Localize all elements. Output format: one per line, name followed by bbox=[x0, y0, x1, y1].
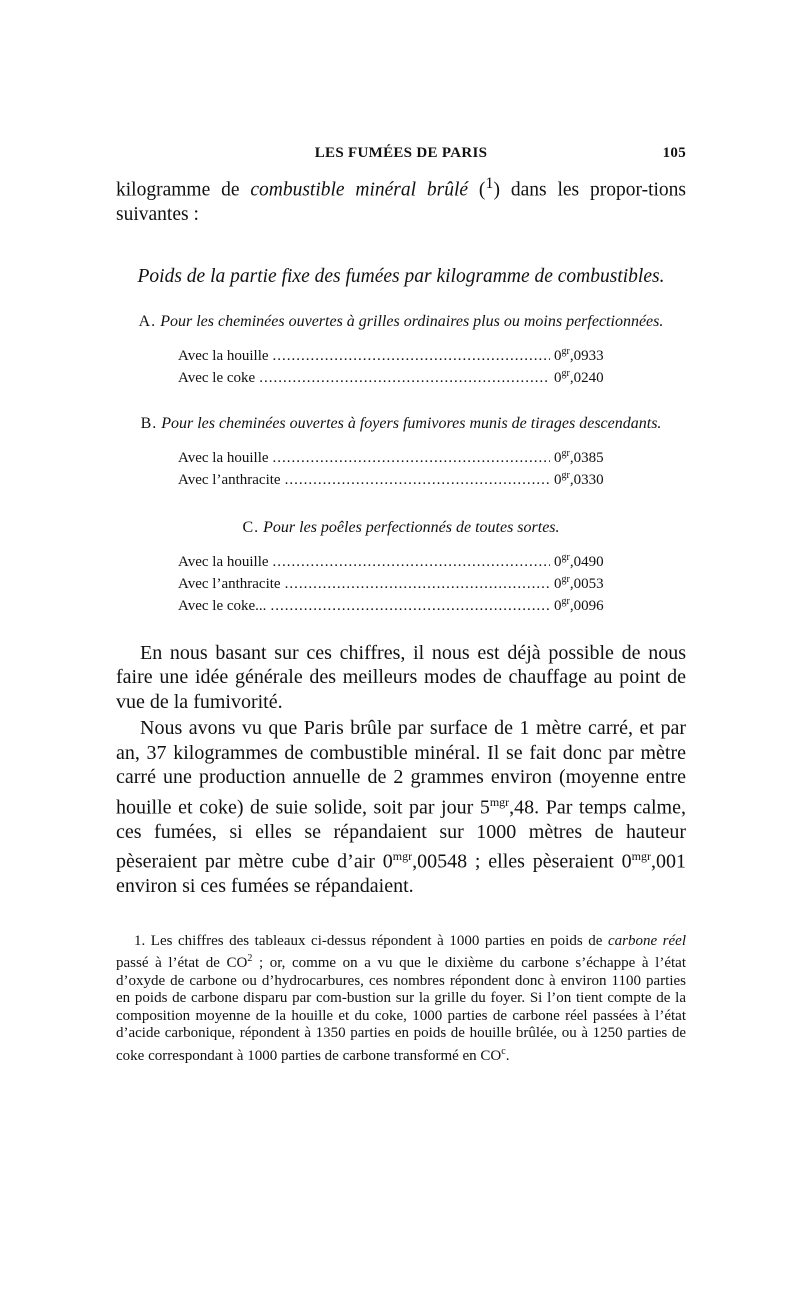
table-c bbox=[116, 549, 686, 615]
table-a bbox=[116, 343, 686, 387]
table-row bbox=[178, 343, 622, 365]
lead-text-3: ) dans les propor-tions suivantes : bbox=[116, 179, 686, 225]
lead-emphasis: combustible minéral brûlé bbox=[250, 179, 469, 201]
leader-dots bbox=[285, 471, 550, 489]
footnote-mark: 1. bbox=[134, 932, 146, 949]
lead-paragraph bbox=[116, 171, 686, 228]
row-label: Avec la houille bbox=[178, 449, 269, 466]
lead-text-2: ( bbox=[468, 179, 486, 201]
leader-dots bbox=[285, 575, 550, 593]
row-value: $0^{gr},0330$ bbox=[554, 469, 604, 488]
lead-text-1: kilogramme de bbox=[116, 179, 251, 201]
page-number: 105 bbox=[662, 145, 686, 161]
table-row bbox=[178, 571, 622, 593]
leader-dots bbox=[273, 449, 550, 467]
row-label: Avec le coke bbox=[178, 369, 256, 386]
row-value: $0^{gr},0933$ bbox=[554, 345, 604, 364]
table-row bbox=[178, 549, 622, 571]
leader-dots bbox=[273, 347, 550, 365]
body-text bbox=[116, 641, 686, 899]
table-row bbox=[178, 365, 622, 387]
table-row bbox=[178, 445, 622, 467]
running-header bbox=[116, 145, 686, 167]
table-b bbox=[116, 445, 686, 489]
leader-dots bbox=[259, 369, 550, 387]
row-value: $0^{gr},0053$ bbox=[554, 573, 604, 592]
subsection-text: Pour les cheminées ouvertes à foyers fumivores munis de tirages descendants. bbox=[161, 414, 662, 432]
subsection-title-c bbox=[116, 517, 686, 539]
subsection-title-b bbox=[116, 413, 686, 435]
footnote: 1. Les chiffres des tableaux ci-dessus répondent à 1000 parties en poids de carbone réel passé à l’état de $CO^2$ ; or, comme on a vu que le dixième du carbone s’échappe à l’état d’oxyde de carbone ou d’hydrocarbures, ces nombres répondent donc à environ 1100 parties en poids de carbone disparu par com-bustion sur la grille du foyer. Si l’on tient compte de la composition moyenne de la houille et du coke, 1000 parties de carbone réel passées à l’état d’acide carbonique, répondent à 1350 parties en poids de houille brûlée, ou à 1250 parties de coke correspondant à 1000 parties de carbone transformé en $CO^c$. bbox=[116, 932, 686, 1064]
row-label: Avec la houille bbox=[178, 347, 269, 364]
leader-dots bbox=[273, 553, 550, 571]
row-value: $0^{gr},0096$ bbox=[554, 595, 604, 614]
subsection-title-a bbox=[116, 311, 686, 333]
paragraph-1: En nous basant sur ces chiffres, il nous est déjà possible de nous faire une idée générale des meilleurs modes de chauffage au point de vue de la fumivorité. bbox=[116, 641, 686, 713]
leader-dots bbox=[270, 597, 550, 615]
paragraph-2: Nous avons vu que Paris brûle par surface de 1 mètre carré, et par an, 37 kilogrammes de combustible minéral. Il se fait donc par mètre carré une production annuelle de 2 grammes environ (moyenne entre houille et coke) de suie solide, soit par jour $5^{mgr},48$. Par temps calme, ces fumées, si elles se répandaient sur 1000 mètres de hauteur pèseraient par mètre cube d’air $0^{mgr},00548$ ; elles pèseraient $0^{mgr},001$ environ si ces fumées se répandaient. bbox=[116, 717, 686, 898]
subsection-label: A. bbox=[138, 312, 157, 330]
row-value: $0^{gr},0490$ bbox=[554, 551, 604, 570]
subsection-text: Pour les cheminées ouvertes à grilles ordinaires plus ou moins perfectionnées. bbox=[160, 312, 664, 330]
table-row bbox=[178, 593, 622, 615]
row-label: Avec le coke... bbox=[178, 597, 267, 614]
row-value: $0^{gr},0385$ bbox=[554, 447, 604, 466]
footnote-reference[interactable]: 1 bbox=[485, 174, 494, 192]
subsection-label: B. bbox=[140, 414, 158, 432]
row-label: Avec la houille bbox=[178, 553, 269, 570]
running-title: LES FUMÉES DE PARIS bbox=[314, 145, 488, 161]
section-title: Poids de la partie fixe des fumées par kilogramme de combustibles. bbox=[137, 265, 665, 287]
row-label: Avec l’anthracite bbox=[178, 575, 281, 592]
row-label: Avec l’anthracite bbox=[178, 471, 281, 488]
table-row bbox=[178, 467, 622, 489]
row-value: $0^{gr},0240$ bbox=[554, 367, 604, 386]
book-page bbox=[116, 145, 686, 1065]
subsection-label: C. bbox=[242, 518, 260, 536]
subsection-text: Pour les poêles perfectionnés de toutes sortes. bbox=[263, 518, 560, 536]
